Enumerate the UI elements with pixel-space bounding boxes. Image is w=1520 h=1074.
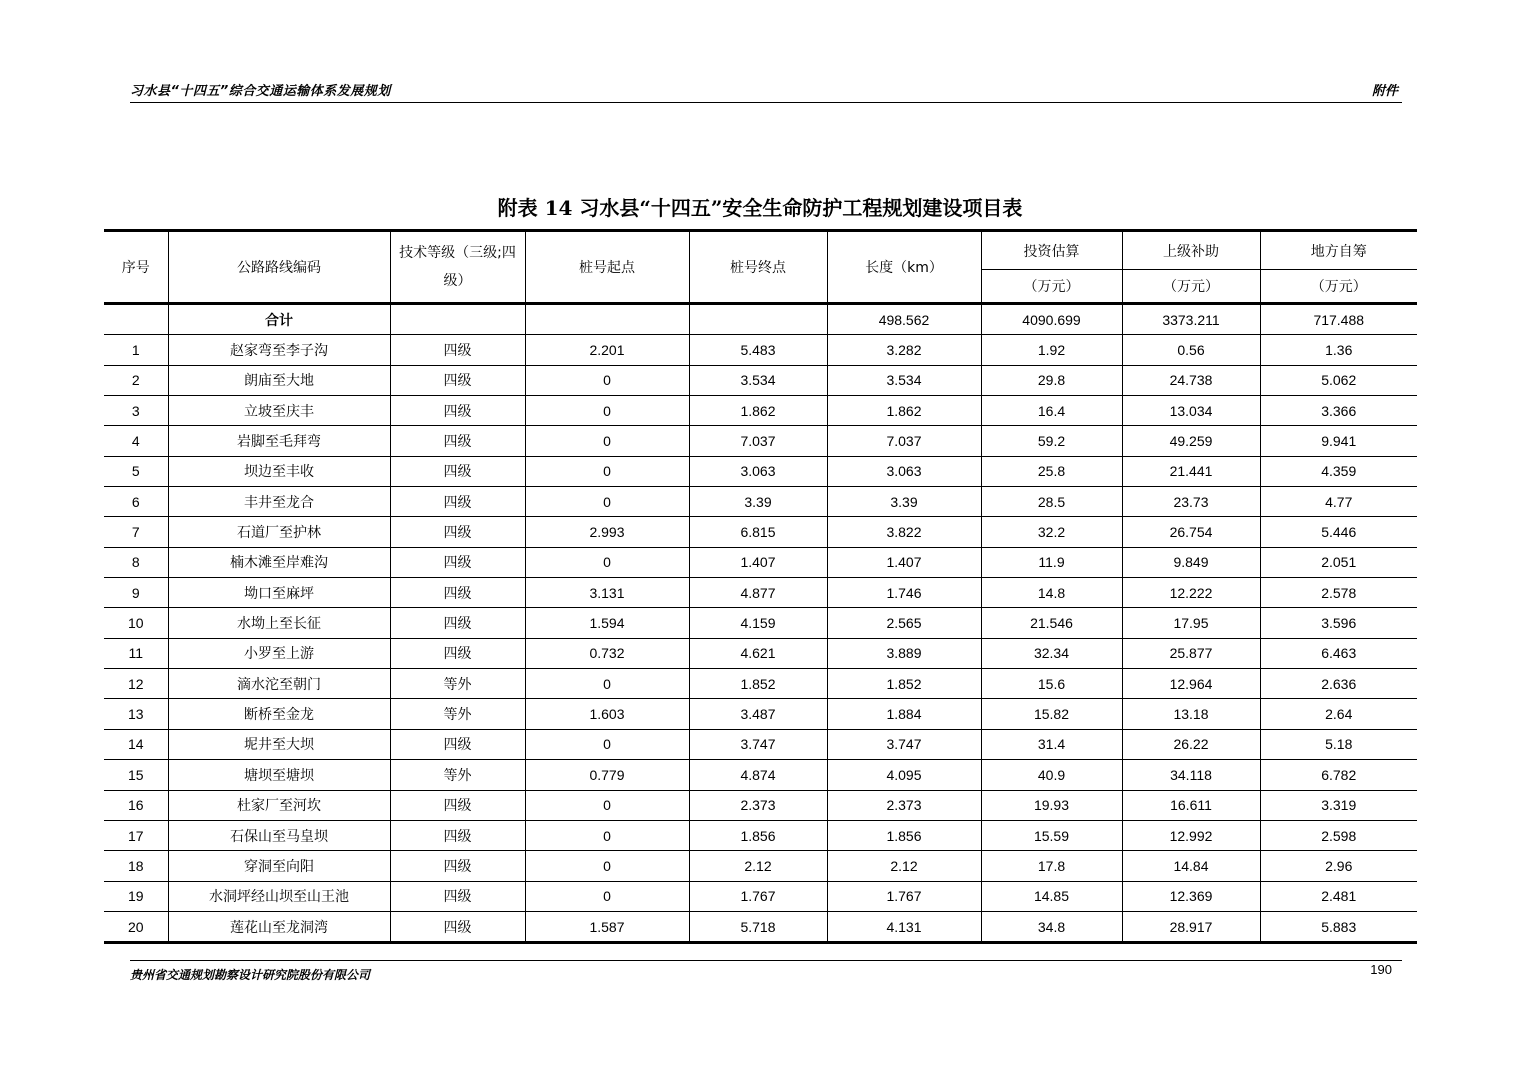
cell-subsidy: 25.877 [1122, 638, 1260, 668]
cell-grade: 四级 [390, 365, 525, 395]
cell-seq: 20 [104, 911, 168, 942]
cell-invest: 34.8 [981, 911, 1122, 942]
cell-local: 2.051 [1260, 547, 1417, 577]
cell-start: 0.732 [525, 638, 689, 668]
cell-subsidy: 17.95 [1122, 608, 1260, 638]
table-row [104, 608, 1417, 638]
cell-length: 1.884 [827, 699, 981, 729]
cell-length: 1.862 [827, 396, 981, 426]
table-row [104, 729, 1417, 759]
table-body [104, 304, 1417, 943]
cell-seq: 6 [104, 487, 168, 517]
table-row [104, 669, 1417, 699]
cell-local: 2.96 [1260, 851, 1417, 881]
cell-invest: 19.93 [981, 790, 1122, 820]
cell-length: 1.407 [827, 547, 981, 577]
cell-end: 1.862 [689, 396, 827, 426]
cell-route: 穿洞至向阳 [168, 851, 390, 881]
cell-subsidy: 14.84 [1122, 851, 1260, 881]
cell-route: 赵家弯至李子沟 [168, 335, 390, 365]
table-row [104, 396, 1417, 426]
header-route-code: 公路路线编码 [168, 231, 390, 304]
table-row [104, 790, 1417, 820]
cell-seq: 2 [104, 365, 168, 395]
cell-seq: 4 [104, 426, 168, 456]
cell-grade: 等外 [390, 760, 525, 790]
cell-subsidy: 13.18 [1122, 699, 1260, 729]
cell-local: 3.596 [1260, 608, 1417, 638]
cell-grade: 四级 [390, 426, 525, 456]
cell-invest: 32.2 [981, 517, 1122, 547]
cell-local: 2.636 [1260, 669, 1417, 699]
cell-seq: 18 [104, 851, 168, 881]
cell-end: 3.747 [689, 729, 827, 759]
table-row [104, 487, 1417, 517]
cell-end: 4.621 [689, 638, 827, 668]
cell-seq: 13 [104, 699, 168, 729]
cell-end: 3.39 [689, 487, 827, 517]
table-row [104, 335, 1417, 365]
cell-invest: 28.5 [981, 487, 1122, 517]
header-document-title: 习水县“十四五”综合交通运输体系发展规划 [130, 84, 391, 99]
cell-route: 坳口至麻坪 [168, 578, 390, 608]
cell-subsidy: 9.849 [1122, 547, 1260, 577]
table-row [104, 638, 1417, 668]
cell-start: 0 [525, 396, 689, 426]
header-subsidy: 上级补助 [1122, 231, 1260, 270]
cell-length: 2.565 [827, 608, 981, 638]
cell-route: 断桥至金龙 [168, 699, 390, 729]
cell-route: 小罗至上游 [168, 638, 390, 668]
cell-route: 塘坝至塘坝 [168, 760, 390, 790]
cell-length: 3.39 [827, 487, 981, 517]
table-row [104, 820, 1417, 850]
cell-invest: 16.4 [981, 396, 1122, 426]
table-row [104, 547, 1417, 577]
cell-subsidy: 21.441 [1122, 456, 1260, 486]
header-subsidy-unit: （万元） [1122, 270, 1260, 304]
cell-grade: 四级 [390, 911, 525, 942]
cell-local: 6.782 [1260, 760, 1417, 790]
cell-seq: 14 [104, 729, 168, 759]
cell-local: 4.77 [1260, 487, 1417, 517]
table-row [104, 881, 1417, 911]
cell-local: 9.941 [1260, 426, 1417, 456]
total-grade-cell [390, 304, 525, 335]
cell-invest: 15.82 [981, 699, 1122, 729]
cell-subsidy: 12.992 [1122, 820, 1260, 850]
cell-invest: 1.92 [981, 335, 1122, 365]
cell-end: 3.487 [689, 699, 827, 729]
cell-invest: 32.34 [981, 638, 1122, 668]
cell-local: 2.578 [1260, 578, 1417, 608]
header-length: 长度（km） [827, 231, 981, 304]
cell-start: 0 [525, 487, 689, 517]
total-length: 498.562 [827, 304, 981, 335]
cell-length: 3.534 [827, 365, 981, 395]
cell-end: 4.874 [689, 760, 827, 790]
footer-company-name: 贵州省交通规划勘察设计研究院股份有限公司 [130, 968, 371, 982]
cell-subsidy: 49.259 [1122, 426, 1260, 456]
cell-end: 3.063 [689, 456, 827, 486]
project-table [104, 229, 1417, 944]
cell-start: 0 [525, 456, 689, 486]
cell-subsidy: 28.917 [1122, 911, 1260, 942]
cell-local: 5.883 [1260, 911, 1417, 942]
cell-local: 3.366 [1260, 396, 1417, 426]
table-row [104, 851, 1417, 881]
cell-grade: 四级 [390, 820, 525, 850]
cell-end: 4.877 [689, 578, 827, 608]
cell-invest: 25.8 [981, 456, 1122, 486]
cell-seq: 9 [104, 578, 168, 608]
cell-subsidy: 12.222 [1122, 578, 1260, 608]
header-invest-unit: （万元） [981, 270, 1122, 304]
header-local: 地方自筹 [1260, 231, 1417, 270]
cell-local: 1.36 [1260, 335, 1417, 365]
total-row [104, 304, 1417, 335]
cell-grade: 四级 [390, 456, 525, 486]
cell-route: 莲花山至龙洞湾 [168, 911, 390, 942]
cell-start: 0 [525, 790, 689, 820]
cell-start: 3.131 [525, 578, 689, 608]
cell-length: 2.373 [827, 790, 981, 820]
cell-route: 石道厂至护林 [168, 517, 390, 547]
cell-subsidy: 16.611 [1122, 790, 1260, 820]
cell-local: 4.359 [1260, 456, 1417, 486]
cell-end: 5.718 [689, 911, 827, 942]
cell-start: 1.594 [525, 608, 689, 638]
cell-invest: 14.85 [981, 881, 1122, 911]
total-subsidy: 3373.211 [1122, 304, 1260, 335]
cell-length: 1.767 [827, 881, 981, 911]
cell-invest: 15.6 [981, 669, 1122, 699]
cell-end: 2.373 [689, 790, 827, 820]
cell-local: 5.062 [1260, 365, 1417, 395]
cell-grade: 四级 [390, 578, 525, 608]
cell-subsidy: 12.964 [1122, 669, 1260, 699]
cell-length: 4.095 [827, 760, 981, 790]
cell-grade: 四级 [390, 851, 525, 881]
total-invest: 4090.699 [981, 304, 1122, 335]
cell-grade: 四级 [390, 608, 525, 638]
cell-end: 1.407 [689, 547, 827, 577]
header-tech-grade: 技术等级（三级;四级） [390, 231, 525, 304]
cell-local: 3.319 [1260, 790, 1417, 820]
cell-invest: 11.9 [981, 547, 1122, 577]
cell-grade: 四级 [390, 881, 525, 911]
cell-subsidy: 26.754 [1122, 517, 1260, 547]
cell-seq: 12 [104, 669, 168, 699]
header-seq: 序号 [104, 231, 168, 304]
cell-invest: 40.9 [981, 760, 1122, 790]
cell-length: 1.746 [827, 578, 981, 608]
page-number: 190 [1370, 962, 1392, 977]
cell-route: 滴水沱至朝门 [168, 669, 390, 699]
cell-grade: 四级 [390, 547, 525, 577]
cell-route: 岩脚至毛拜弯 [168, 426, 390, 456]
cell-grade: 等外 [390, 699, 525, 729]
total-end-cell [689, 304, 827, 335]
cell-length: 3.822 [827, 517, 981, 547]
table-row [104, 578, 1417, 608]
cell-length: 3.063 [827, 456, 981, 486]
cell-invest: 29.8 [981, 365, 1122, 395]
cell-start: 0 [525, 547, 689, 577]
cell-invest: 14.8 [981, 578, 1122, 608]
cell-subsidy: 26.22 [1122, 729, 1260, 759]
cell-seq: 16 [104, 790, 168, 820]
cell-local: 2.598 [1260, 820, 1417, 850]
cell-length: 2.12 [827, 851, 981, 881]
cell-length: 7.037 [827, 426, 981, 456]
total-label: 合计 [168, 304, 390, 335]
cell-length: 1.856 [827, 820, 981, 850]
cell-invest: 59.2 [981, 426, 1122, 456]
cell-end: 5.483 [689, 335, 827, 365]
cell-route: 杜家厂至河坎 [168, 790, 390, 820]
cell-invest: 31.4 [981, 729, 1122, 759]
cell-route: 坝边至丰收 [168, 456, 390, 486]
table-header [104, 231, 1417, 304]
cell-route: 朗庙至大地 [168, 365, 390, 395]
cell-length: 4.131 [827, 911, 981, 942]
cell-start: 0 [525, 365, 689, 395]
cell-local: 5.446 [1260, 517, 1417, 547]
page-footer [130, 960, 1402, 991]
total-start-cell [525, 304, 689, 335]
cell-subsidy: 12.369 [1122, 881, 1260, 911]
total-seq-cell [104, 304, 168, 335]
cell-grade: 四级 [390, 517, 525, 547]
table-row [104, 760, 1417, 790]
cell-end: 1.852 [689, 669, 827, 699]
cell-grade: 四级 [390, 335, 525, 365]
cell-route: 石保山至马皇坝 [168, 820, 390, 850]
table-row [104, 517, 1417, 547]
header-invest: 投资估算 [981, 231, 1122, 270]
cell-start: 2.201 [525, 335, 689, 365]
cell-seq: 7 [104, 517, 168, 547]
total-local: 717.488 [1260, 304, 1417, 335]
cell-local: 5.18 [1260, 729, 1417, 759]
table-row [104, 911, 1417, 942]
table-row [104, 699, 1417, 729]
cell-subsidy: 13.034 [1122, 396, 1260, 426]
cell-subsidy: 24.738 [1122, 365, 1260, 395]
cell-start: 0 [525, 820, 689, 850]
header-section-label: 附件 [1371, 84, 1398, 99]
cell-grade: 等外 [390, 669, 525, 699]
header-local-unit: （万元） [1260, 270, 1417, 304]
cell-seq: 19 [104, 881, 168, 911]
cell-end: 1.856 [689, 820, 827, 850]
cell-invest: 15.59 [981, 820, 1122, 850]
cell-seq: 8 [104, 547, 168, 577]
cell-seq: 1 [104, 335, 168, 365]
cell-start: 0 [525, 851, 689, 881]
cell-route: 丰井至龙合 [168, 487, 390, 517]
cell-end: 1.767 [689, 881, 827, 911]
table-title: 附表 14 习水县“十四五”安全生命防护工程规划建设项目表 [497, 196, 1023, 220]
cell-invest: 21.546 [981, 608, 1122, 638]
cell-start: 0 [525, 669, 689, 699]
cell-end: 4.159 [689, 608, 827, 638]
cell-local: 2.481 [1260, 881, 1417, 911]
page-header [130, 80, 1402, 103]
cell-route: 水坳上至长征 [168, 608, 390, 638]
cell-end: 6.815 [689, 517, 827, 547]
cell-end: 2.12 [689, 851, 827, 881]
cell-local: 2.64 [1260, 699, 1417, 729]
cell-seq: 3 [104, 396, 168, 426]
cell-seq: 15 [104, 760, 168, 790]
cell-route: 立坡至庆丰 [168, 396, 390, 426]
cell-grade: 四级 [390, 729, 525, 759]
cell-start: 2.993 [525, 517, 689, 547]
cell-route: 水洞坪经山坝至山王池 [168, 881, 390, 911]
header-start-stake: 桩号起点 [525, 231, 689, 304]
cell-route: 楠木滩至岸难沟 [168, 547, 390, 577]
table-row [104, 365, 1417, 395]
cell-grade: 四级 [390, 487, 525, 517]
cell-subsidy: 23.73 [1122, 487, 1260, 517]
cell-end: 7.037 [689, 426, 827, 456]
cell-start: 1.603 [525, 699, 689, 729]
cell-start: 1.587 [525, 911, 689, 942]
table-row [104, 426, 1417, 456]
cell-length: 3.282 [827, 335, 981, 365]
cell-invest: 17.8 [981, 851, 1122, 881]
cell-seq: 11 [104, 638, 168, 668]
header-end-stake: 桩号终点 [689, 231, 827, 304]
table-row [104, 456, 1417, 486]
cell-length: 1.852 [827, 669, 981, 699]
cell-grade: 四级 [390, 790, 525, 820]
cell-subsidy: 34.118 [1122, 760, 1260, 790]
cell-end: 3.534 [689, 365, 827, 395]
cell-length: 3.889 [827, 638, 981, 668]
cell-start: 0.779 [525, 760, 689, 790]
cell-start: 0 [525, 729, 689, 759]
cell-length: 3.747 [827, 729, 981, 759]
cell-subsidy: 0.56 [1122, 335, 1260, 365]
cell-route: 坭井至大坝 [168, 729, 390, 759]
cell-seq: 10 [104, 608, 168, 638]
cell-local: 6.463 [1260, 638, 1417, 668]
cell-seq: 5 [104, 456, 168, 486]
cell-grade: 四级 [390, 638, 525, 668]
cell-start: 0 [525, 426, 689, 456]
cell-start: 0 [525, 881, 689, 911]
cell-seq: 17 [104, 820, 168, 850]
cell-grade: 四级 [390, 396, 525, 426]
